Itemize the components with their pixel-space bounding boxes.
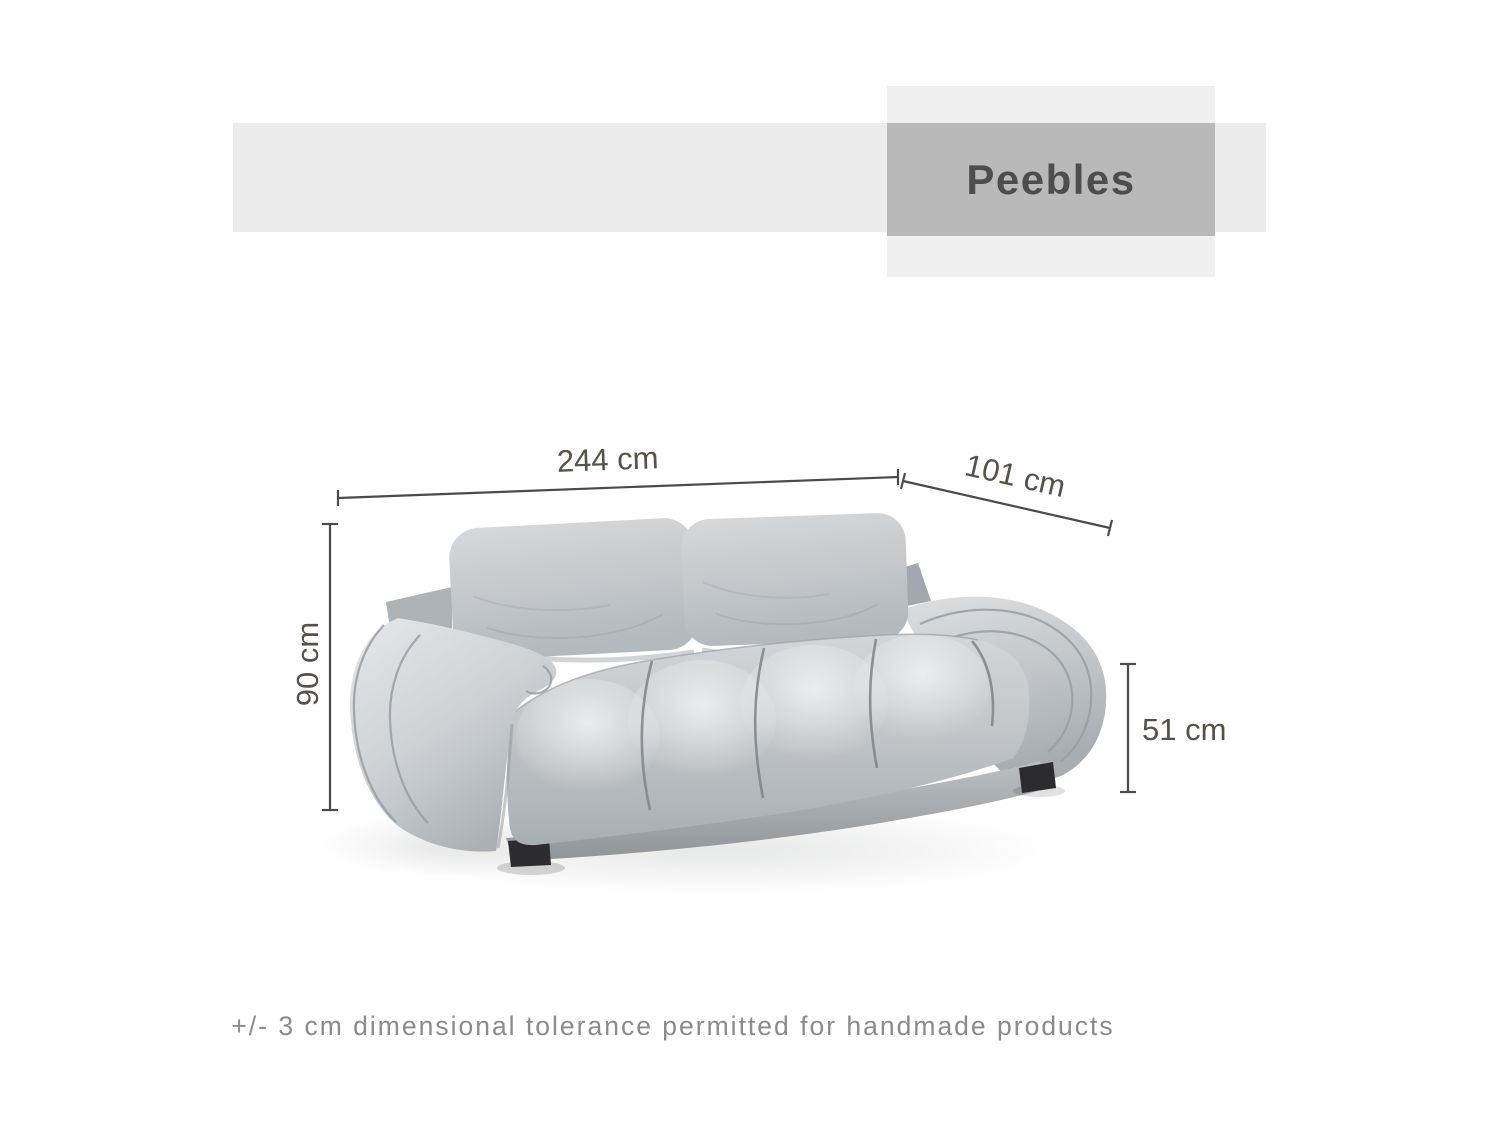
dimension-depth: [901, 447, 1112, 536]
seat-cushions: [507, 634, 1029, 845]
width-dimension-label: 244 cm: [556, 440, 660, 479]
height-dimension-label: 90 cm: [290, 621, 325, 707]
seat-height-dimension-label: 51 cm: [1142, 712, 1227, 747]
depth-dimension-label: 101 cm: [961, 447, 1069, 505]
product-name: Peebles: [966, 155, 1136, 203]
dimension-seat-height: [1120, 664, 1226, 792]
dimension-width: [338, 440, 898, 506]
back-cushion-right: [681, 512, 909, 647]
tolerance-note: +/- 3 cm dimensional tolerance permitted for handmade products: [231, 1011, 1115, 1041]
sofa-illustration: [320, 512, 1106, 895]
dimension-height: [290, 524, 338, 810]
dimension-line: [338, 477, 898, 498]
